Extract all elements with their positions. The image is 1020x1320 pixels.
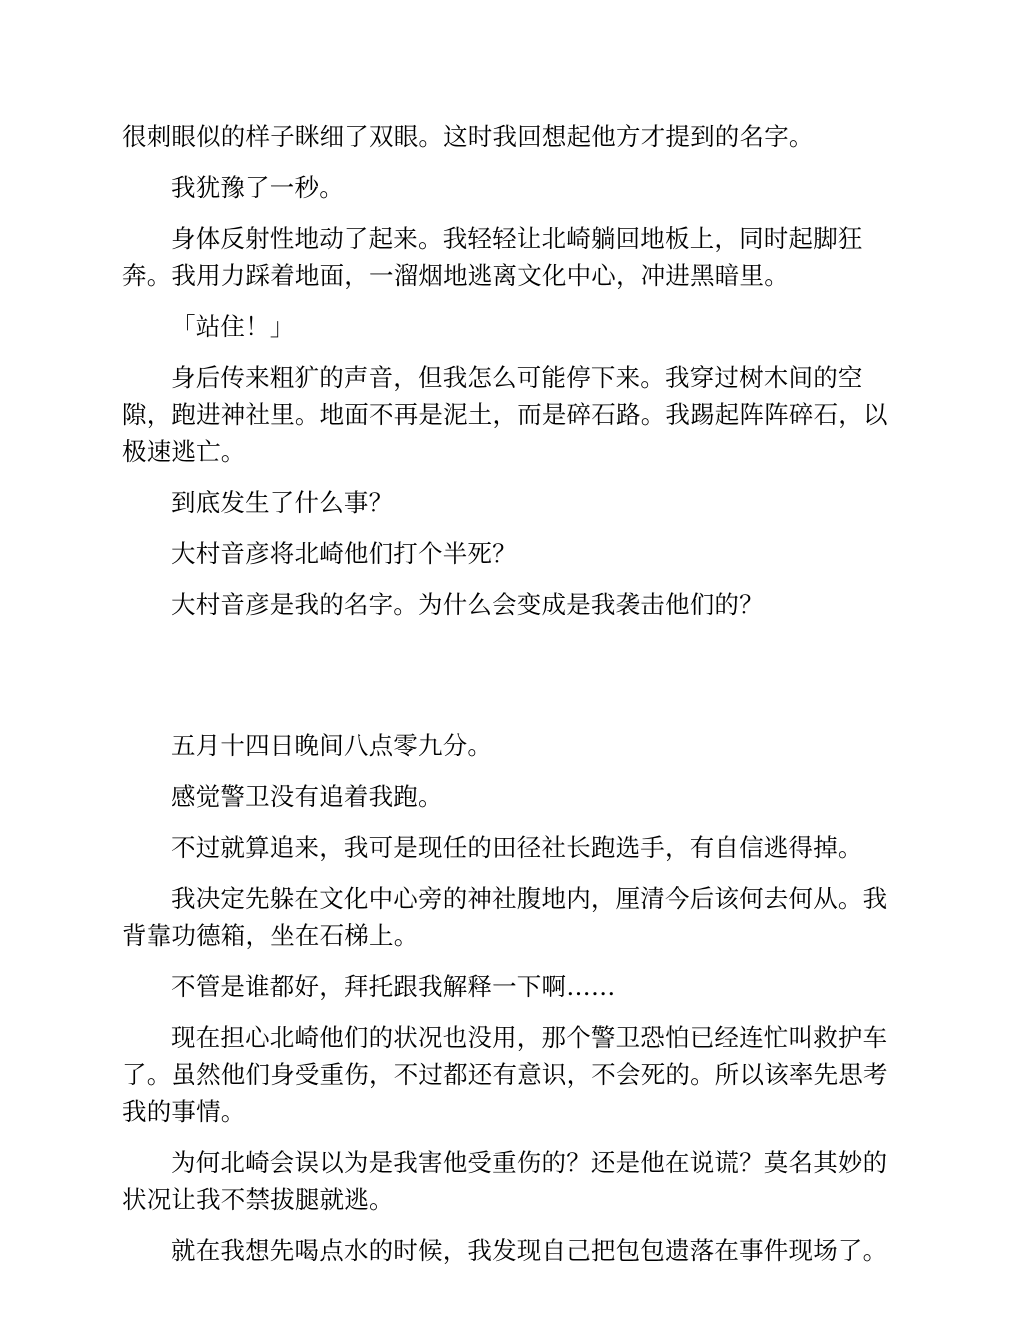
paragraph: 就在我想先喝点水的时候，我发现自己把包包遗落在事件现场了。 bbox=[171, 1236, 888, 1265]
paragraph: 身后传来粗犷的声音，但我怎么可能停下来。我穿过树木间的空隙，跑进神社里。地面不再是泥土，而是碎石路。我踢起阵阵碎石，以极速逃亡。 bbox=[122, 363, 888, 466]
paragraph: 到底发生了什么事？ bbox=[171, 488, 394, 517]
paragraph: 大村音彦是我的名字。为什么会变成是我袭击他们的？ bbox=[171, 590, 764, 619]
paragraph: 大村音彦将北崎他们打个半死？ bbox=[171, 539, 517, 568]
section-break bbox=[122, 637, 902, 727]
paragraph: 不过就算追来，我可是现任的田径社长跑选手，有自信逃得掉。 bbox=[171, 833, 863, 862]
paragraph: 我犹豫了一秒。 bbox=[171, 173, 344, 202]
paragraph: 我决定先躲在文化中心旁的神社腹地内，厘清今后该何去何从。我背靠功德箱，坐在石梯上。 bbox=[122, 884, 888, 950]
paragraph: 「站住！」 bbox=[171, 312, 295, 341]
document-body bbox=[122, 118, 902, 1283]
paragraph: 为何北崎会误以为是我害他受重伤的？还是他在说谎？莫名其妙的状况让我不禁拔腿就逃。 bbox=[122, 1148, 888, 1214]
paragraph: 现在担心北崎他们的状况也没用，那个警卫恐怕已经连忙叫救护车了。虽然他们身受重伤，不过都还有意识，不会死的。所以该率先思考我的事情。 bbox=[122, 1023, 888, 1126]
paragraph: 感觉警卫没有追着我跑。 bbox=[171, 782, 443, 811]
paragraph-continued: 很刺眼似的样子眯细了双眼。这时我回想起他方才提到的名字。 bbox=[122, 122, 814, 151]
paragraph: 五月十四日晚间八点零九分。 bbox=[171, 731, 493, 760]
paragraph: 身体反射性地动了起来。我轻轻让北崎躺回地板上，同时起脚狂奔。我用力踩着地面，一溜烟地逃离文化中心，冲进黑暗里。 bbox=[122, 224, 863, 290]
paragraph: 不管是谁都好，拜托跟我解释一下啊…… bbox=[171, 972, 616, 1001]
